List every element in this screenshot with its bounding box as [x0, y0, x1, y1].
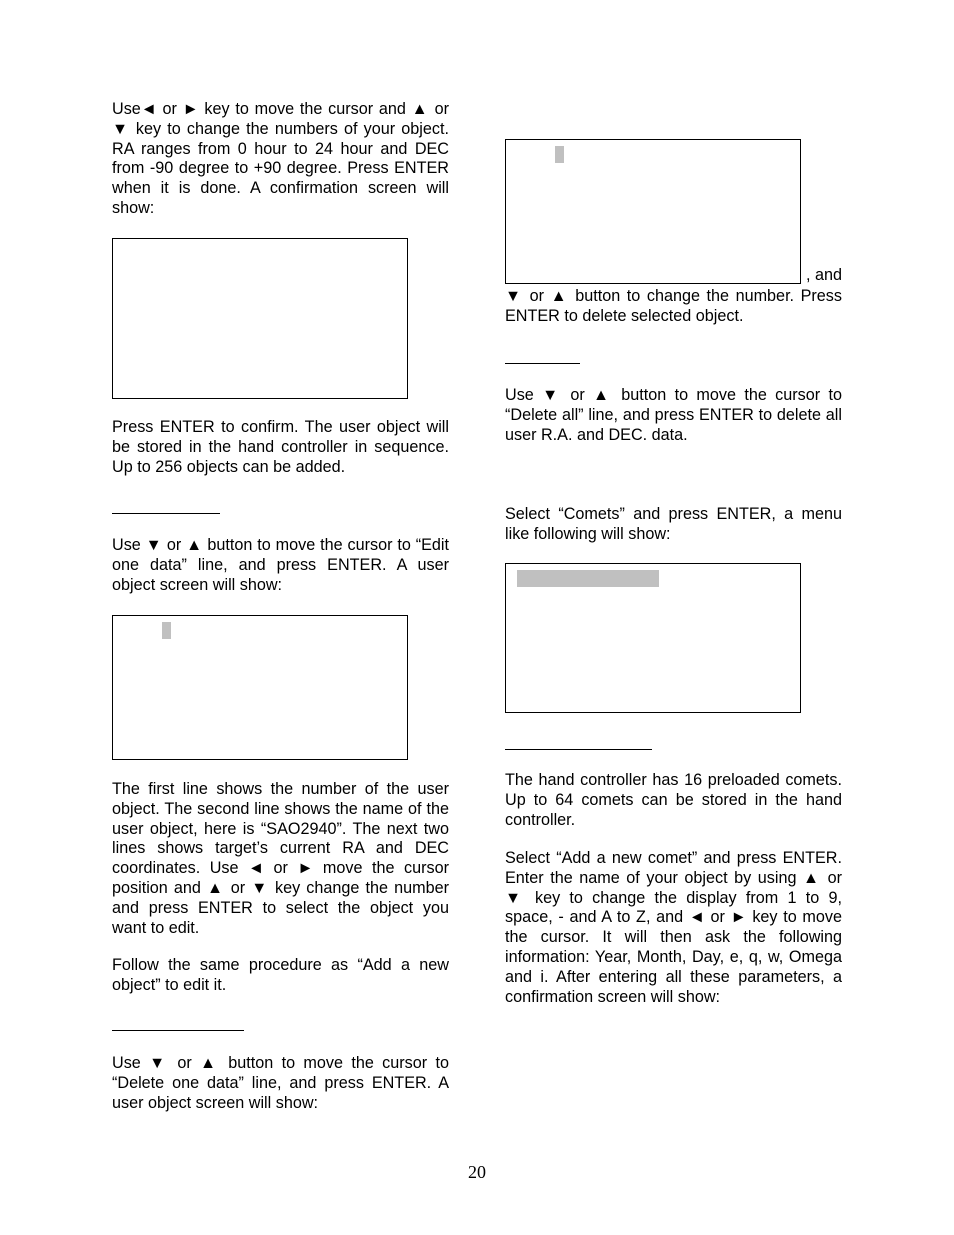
- paragraph-delete-one-data: Use ▼ or ▲ button to move the cursor to “Delete one data” line, and press ENTER. A user object screen will show:: [112, 1054, 449, 1112]
- paragraph-add-new-comet: Select “Add a new comet” and press ENTER. Enter the name of your object by using ▲ or ▼ key to change the display from 1 to 9, space, - and A to Z, and ◄ or ► key to move the cursor. It will then ask the following information: Year, Month, Day, e, q, w, Omega and i. After entering all these parameters, a confirmation screen will show:: [505, 849, 842, 1006]
- paragraph-press-enter-confirm: Press ENTER to confirm. The user object will be stored in the hand controller in sequence. Up to 256 objects can be added.: [112, 418, 449, 476]
- screen-cursor: [162, 622, 171, 639]
- paragraph-first-line-description: The first line shows the number of the user object. The second line shows the name of the user object, here is “SAO2940”. The next two lines shows target’s current RA and DEC coordinates. Use ◄ or ► move the cursor position and ▲ or ▼ key change the number and press ENTER to select the object you want to edit.: [112, 780, 449, 937]
- section-heading-underline-delete: [112, 1030, 244, 1031]
- page-number: 20: [468, 1162, 486, 1182]
- paragraph-preloaded-comets: The hand controller has 16 preloaded comets. Up to 64 comets can be stored in the hand controller.: [505, 771, 842, 829]
- section-heading-underline-delete-all: [505, 363, 580, 364]
- section-heading-underline-comets: [505, 749, 652, 750]
- delete-user-object-screen-box: [505, 139, 801, 284]
- paragraph-tail-fragment: , and: [805, 266, 842, 284]
- paragraph-change-number-delete: ▼ or ▲ button to change the number. Press ENTER to delete selected object.: [505, 287, 842, 325]
- screen-cursor: [555, 146, 564, 163]
- edit-user-object-screen-box: [112, 615, 408, 760]
- paragraph-edit-one-data: Use ▼ or ▲ button to move the cursor to “Edit one data” line, and press ENTER. A user object screen will show:: [112, 536, 449, 594]
- paragraph-cursor-instructions: Use◄ or ► key to move the cursor and ▲ or ▼ key to change the numbers of your object. RA ranges from 0 hour to 24 hour and DEC from -90 degree to +90 degree. Press ENTER when it is done. A confirmation screen will show:: [112, 100, 449, 217]
- menu-highlight-bar: [517, 570, 659, 587]
- confirmation-screen-box: [112, 238, 408, 399]
- section-heading-underline-edit: [112, 513, 220, 514]
- paragraph-follow-same-procedure: Follow the same procedure as “Add a new object” to edit it.: [112, 956, 449, 994]
- paragraph-select-comets: Select “Comets” and press ENTER, a menu like following will show:: [505, 505, 842, 543]
- paragraph-delete-all: Use ▼ or ▲ button to move the cursor to “Delete all” line, and press ENTER to delete all user R.A. and DEC. data.: [505, 386, 842, 444]
- comets-menu-screen-box: [505, 563, 801, 713]
